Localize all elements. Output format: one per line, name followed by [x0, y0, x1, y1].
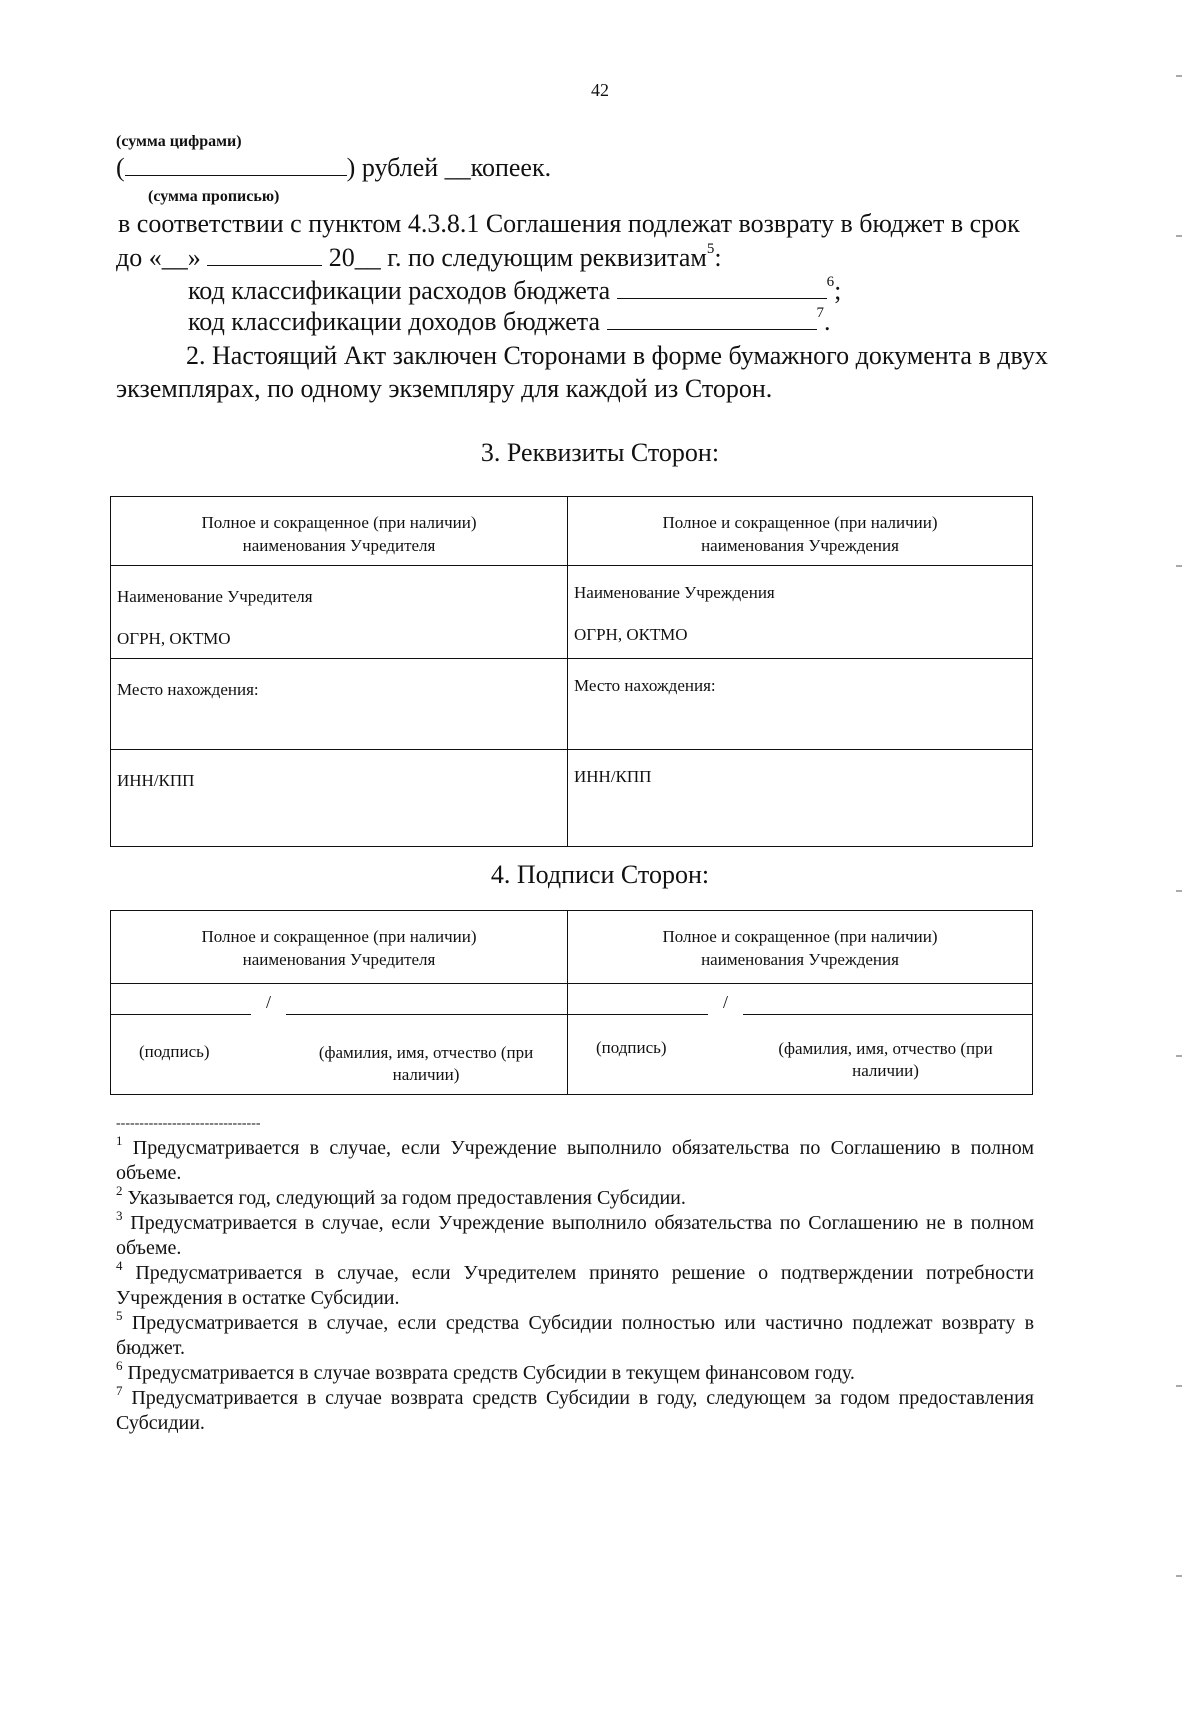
- req-location-left: [111, 659, 568, 750]
- scan-mark: [1176, 75, 1182, 77]
- page-number: 42: [591, 80, 609, 100]
- req-name-left: [111, 566, 568, 659]
- sig-header-left: [111, 911, 568, 984]
- institution-ogrn-label: ОГРН, ОКТМО: [574, 625, 688, 644]
- scan-mark: [1176, 235, 1182, 237]
- sig-header-left-line1: Полное и сокращенное (при наличии): [201, 927, 477, 946]
- founder-ogrn-label: ОГРН, ОКТМО: [117, 629, 231, 648]
- req-header-left: [111, 497, 568, 566]
- footnote-text: Указывается год, следующий за годом предоставления Субсидии.: [127, 1187, 686, 1209]
- fio-label-right: [738, 1038, 1033, 1082]
- expense-code-label: код классификации расходов бюджета: [188, 276, 611, 305]
- return-line-2: [116, 242, 722, 274]
- footnote-text: Предусматривается в случае, если Учреждение выполнило обязательства по Соглашению в полном объеме.: [116, 1137, 1034, 1184]
- open-paren: (: [116, 153, 125, 182]
- footnote-text: Предусматривается в случае, если Учреждение выполнило обязательства по Соглашению не в полном объеме.: [116, 1212, 1034, 1259]
- slash-left: /: [266, 992, 272, 1012]
- footnote-item: [116, 1258, 1035, 1311]
- date-blank: [207, 243, 322, 266]
- institution-name-label: Наименование Учреждения: [574, 583, 775, 602]
- fio-label-right-line1: (фамилия, имя, отчество (при: [778, 1039, 993, 1058]
- footnote-ref-7: 7: [816, 305, 825, 321]
- footnote-item: [116, 1133, 1034, 1186]
- rub-kop-text: ) рублей __копеек.: [346, 153, 552, 182]
- para2-line1: 2. Настоящий Акт заключен Сторонами в форме бумажного документа в двух: [186, 341, 1048, 370]
- line3-end: ;: [834, 276, 842, 305]
- footnote-number: 1: [116, 1133, 123, 1148]
- fio-label-left-line1: (фамилия, имя, отчество (при: [318, 1043, 534, 1062]
- footnote-separator: -------------------------------: [116, 1116, 261, 1131]
- institution-location-label: Место нахождения:: [574, 676, 716, 695]
- footnote-item: [116, 1308, 1035, 1361]
- scan-mark: [1176, 1385, 1182, 1387]
- sig-cell-left: [111, 984, 568, 1095]
- req-location-right: [568, 659, 1033, 750]
- sig-cell-right: [568, 984, 1033, 1095]
- fio-line-right: [743, 1014, 1033, 1015]
- scan-mark: [1176, 1055, 1182, 1057]
- req-header-right-line2: наименования Учреждения: [701, 536, 899, 555]
- sig-header-right: [568, 911, 1033, 984]
- sum-words-label: (сумма прописью): [148, 188, 280, 205]
- income-code-line: [188, 306, 831, 338]
- income-code-blank: [607, 307, 817, 330]
- scan-mark: [1176, 1575, 1182, 1577]
- institution-inn-label: ИНН/КПП: [574, 767, 652, 786]
- scan-mark: [1176, 565, 1182, 567]
- fio-line-left: [286, 1014, 568, 1015]
- sum-blank: [125, 153, 347, 176]
- signature-label-left: (подпись): [139, 1042, 210, 1061]
- sig-header-left-line2: наименования Учредителя: [242, 950, 436, 969]
- req-header-right-line1: Полное и сокращенное (при наличии): [662, 513, 938, 532]
- footnote-number: 7: [116, 1383, 123, 1398]
- req-header-left-line1: Полное и сокращенное (при наличии): [201, 513, 477, 532]
- scan-mark: [1176, 890, 1182, 892]
- req-header-right: [568, 497, 1033, 566]
- footnote-ref-5: 5: [706, 241, 715, 257]
- founder-inn-label: ИНН/КПП: [117, 771, 195, 790]
- footnote-text: Предусматривается в случае, если средства Субсидии полностью или частично подлежат возврату в бюджет.: [116, 1312, 1035, 1359]
- req-header-left-line2: наименования Учредителя: [242, 536, 436, 555]
- income-code-label: код классификации доходов бюджета: [188, 307, 601, 336]
- signature-line-right: [568, 1014, 708, 1015]
- sum-digits-label: (сумма цифрами): [116, 133, 242, 150]
- footnote-item: [116, 1383, 1035, 1436]
- expense-code-blank: [617, 276, 827, 299]
- para2-line2: экземплярах, по одному экземпляру для каждой из Сторон.: [116, 374, 773, 403]
- fio-label-right-line2: наличии): [852, 1061, 919, 1080]
- footnote-number: 4: [116, 1258, 123, 1273]
- req-inn-right: [568, 750, 1033, 847]
- line2-end: :: [714, 243, 722, 272]
- return-line-1: в соответствии с пунктом 4.3.8.1 Соглашения подлежат возврату в бюджет в срок: [118, 209, 1020, 238]
- date-prefix: до «__»: [116, 243, 201, 272]
- req-name-right: [568, 566, 1033, 659]
- requisites-table: [110, 496, 1033, 847]
- section4-title: 4. Подписи Сторон:: [490, 860, 710, 889]
- footnote-text: Предусматривается в случае возврата средств Субсидии в году, следующем за годом предоставления Субсидии.: [116, 1387, 1035, 1434]
- footnote-ref-6: 6: [826, 274, 835, 290]
- sum-line: [116, 152, 551, 184]
- footnote-item: [116, 1183, 1034, 1211]
- signature-label-right: (подпись): [596, 1038, 667, 1057]
- section3-title: 3. Реквизиты Сторон:: [480, 438, 720, 467]
- signatures-table: [110, 910, 1033, 1095]
- footnote-number: 2: [116, 1183, 123, 1198]
- footnotes: [116, 1133, 1035, 1436]
- slash-right: /: [723, 992, 729, 1012]
- req-inn-left: [111, 750, 568, 847]
- footnote-text: Предусматривается в случае, если Учредителем принято решение о подтверждении потребности Учреждения в остатке Субсидии.: [116, 1262, 1035, 1309]
- footnote-item: [116, 1358, 1034, 1386]
- sig-header-right-line2: наименования Учреждения: [701, 950, 899, 969]
- fio-label-left: [281, 1042, 571, 1086]
- footnote-text: Предусматривается в случае возврата средств Субсидии в текущем финансовом году.: [127, 1362, 855, 1384]
- line4-end: .: [824, 307, 831, 336]
- expense-code-line: [188, 275, 841, 307]
- footnote-number: 3: [116, 1208, 123, 1223]
- footnote-item: [116, 1208, 1034, 1261]
- founder-location-label: Место нахождения:: [117, 680, 259, 699]
- footnote-number: 5: [116, 1308, 123, 1323]
- founder-name-label: Наименование Учредителя: [117, 587, 313, 606]
- footnote-number: 6: [116, 1358, 123, 1373]
- signature-line-left: [111, 1014, 251, 1015]
- fio-label-left-line2: наличии): [392, 1065, 460, 1084]
- date-suffix: 20__ г. по следующим реквизитам: [328, 243, 707, 272]
- sig-header-right-line1: Полное и сокращенное (при наличии): [662, 927, 938, 946]
